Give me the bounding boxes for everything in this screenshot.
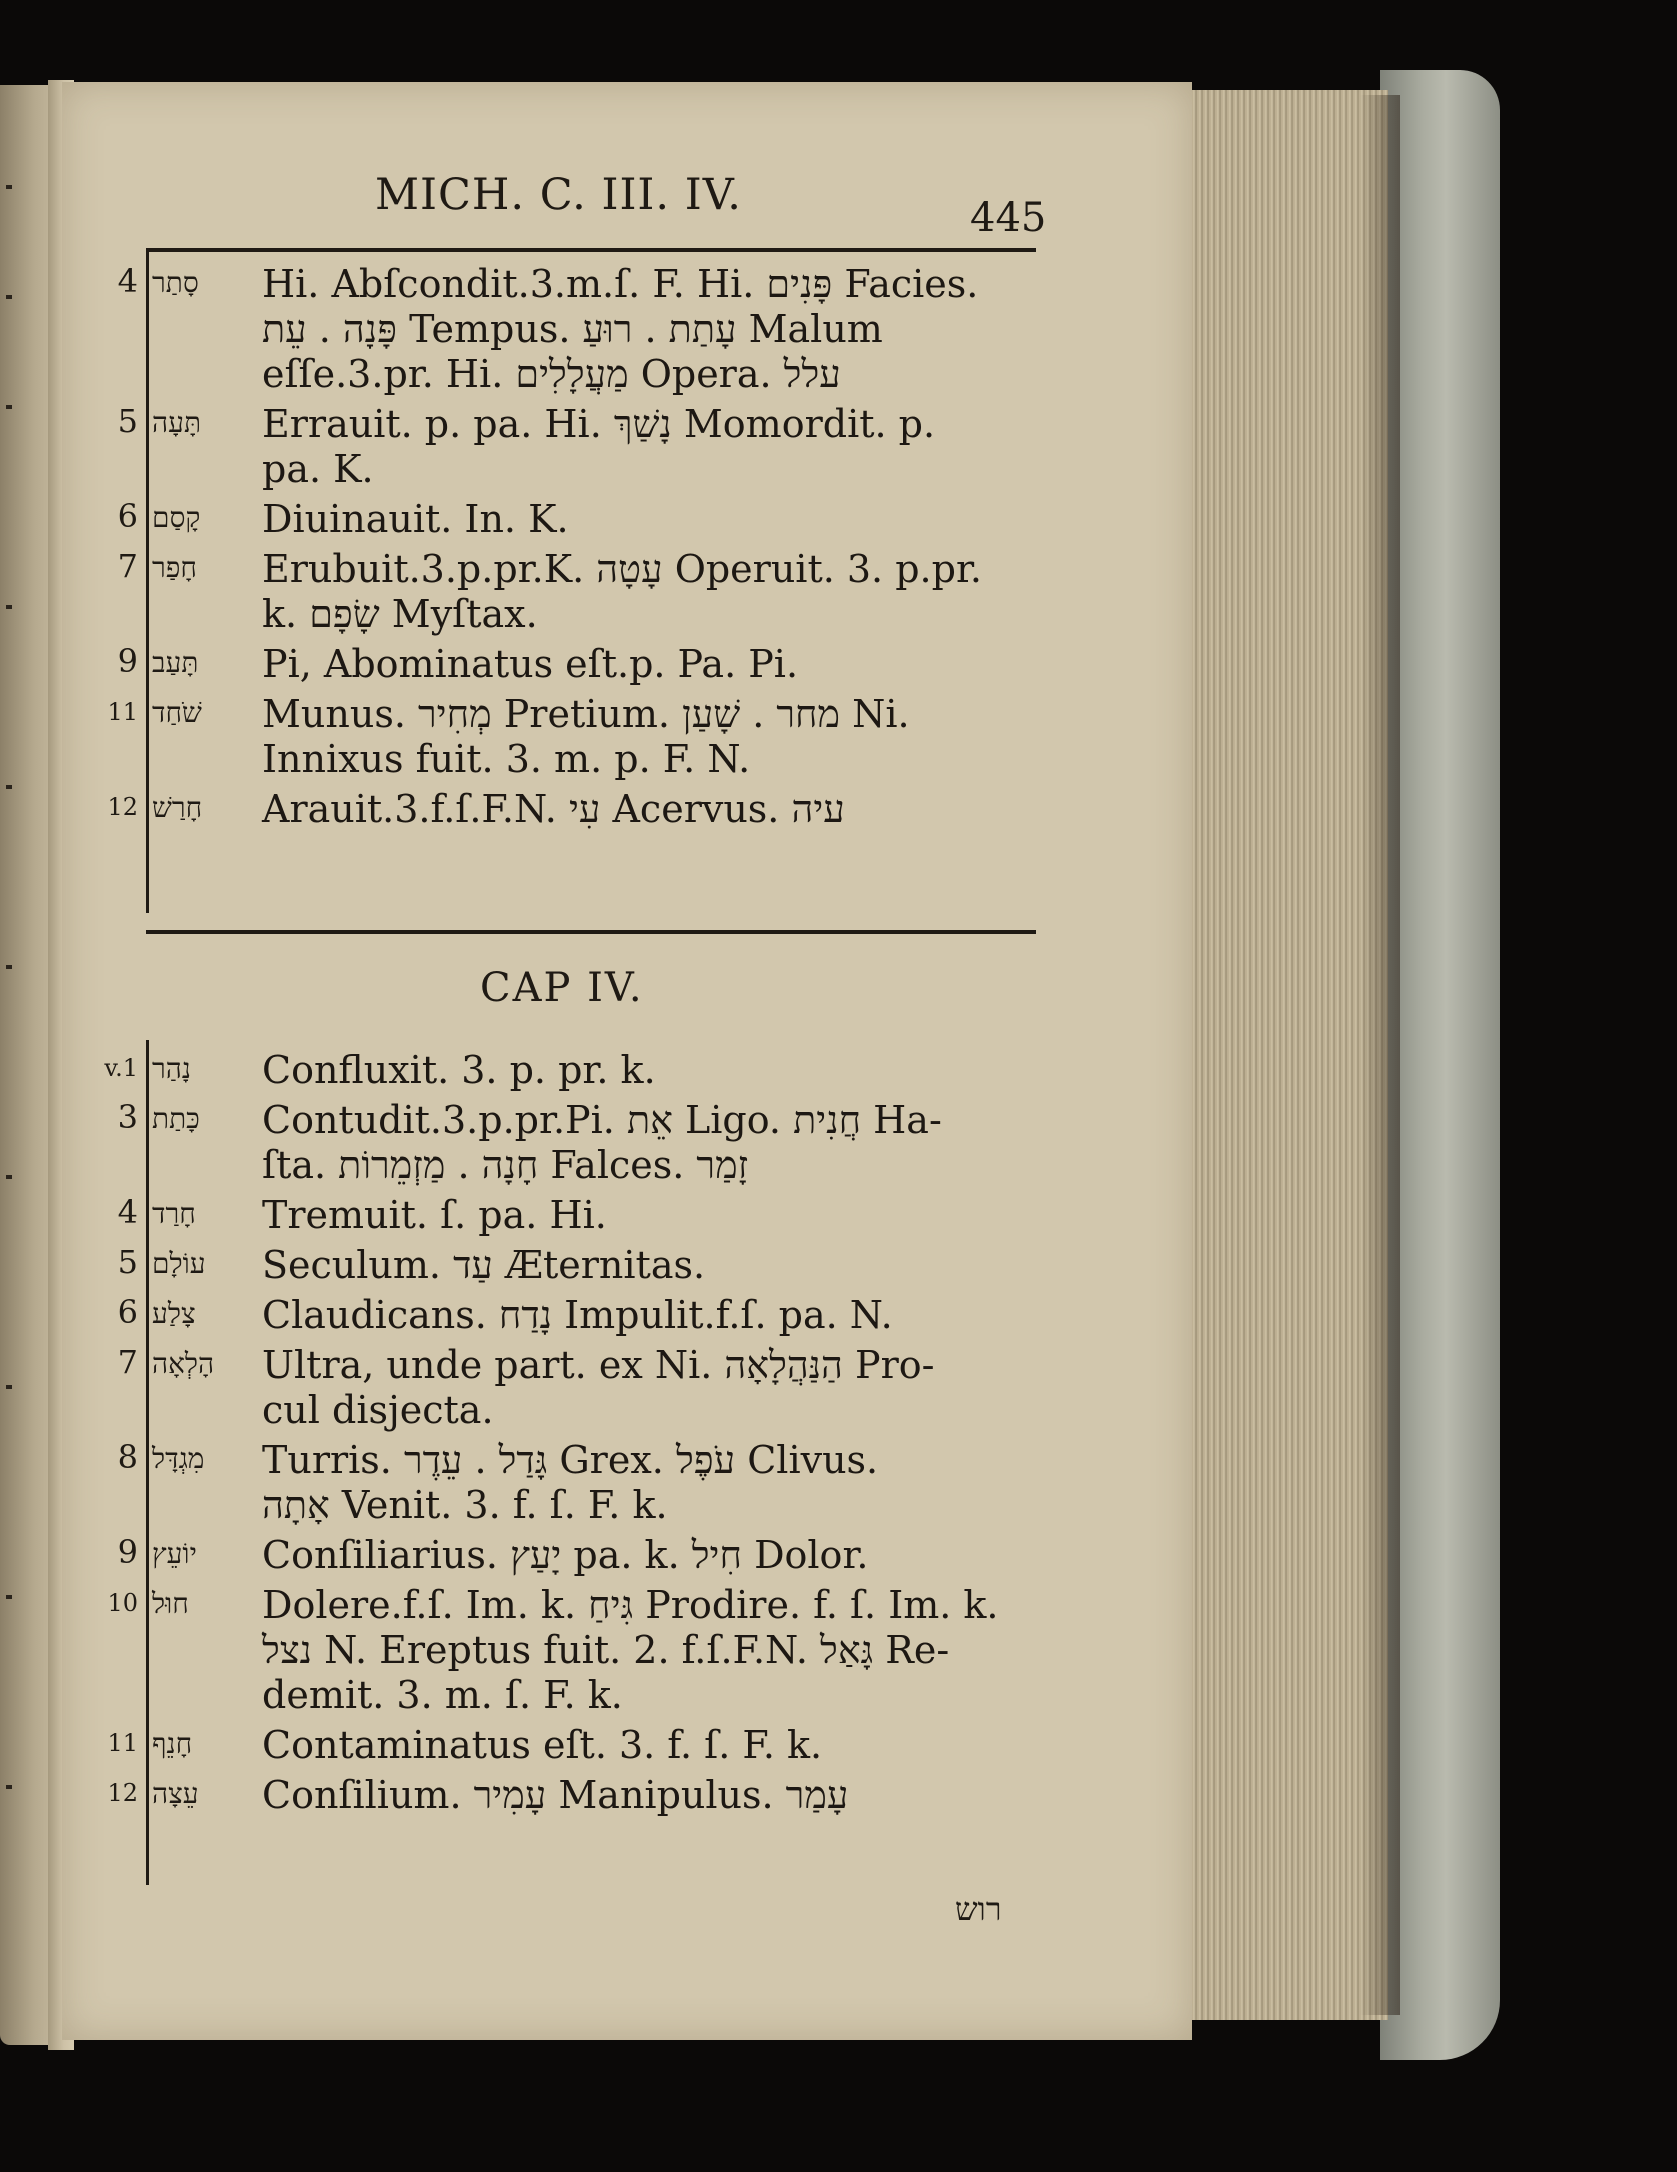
verse-number: 6 xyxy=(117,1293,138,1331)
hebrew-headword: עֵצָה xyxy=(152,1777,199,1810)
definition-line: eſſe.3.pr. Hi. מַעֲלָלִים Opera. עלל xyxy=(262,352,841,396)
verse-number: 7 xyxy=(117,547,138,585)
definition-line: אָתָה Venit. 3. f. ſ. F. k. xyxy=(262,1483,668,1527)
verse-number: 4 xyxy=(117,262,138,300)
hebrew-headword: הָלְאָה xyxy=(152,1347,215,1380)
header-rule xyxy=(146,248,1036,252)
verse-number: 12 xyxy=(107,793,138,821)
definition-line: pa. K. xyxy=(262,447,374,491)
definition-line: Seculum. עַד Æternitas. xyxy=(262,1243,706,1287)
hebrew-headword: סָתַר xyxy=(152,266,199,299)
verse-number: 3 xyxy=(117,1098,138,1136)
hebrew-headword: חָרַשׁ xyxy=(152,791,203,824)
hebrew-headword: חָנֵף xyxy=(152,1727,193,1760)
hebrew-headword: תָּעָה xyxy=(152,406,202,439)
definition-line: Claudicans. נָדַח Impulit.f.ſ. pa. N. xyxy=(262,1293,893,1337)
hebrew-headword: שֹׁחַד xyxy=(152,696,202,729)
verse-number: 4 xyxy=(117,1193,138,1231)
verse-number: 9 xyxy=(117,642,138,680)
verse-number: v.1 xyxy=(104,1054,138,1082)
verse-number: 5 xyxy=(117,1243,138,1281)
definition-line: Conſilium. עָמִיר Manipulus. עָמַר xyxy=(262,1773,849,1817)
definition-line: Errauit. p. pa. Hi. נָשַׁךְ Momordit. p. xyxy=(262,402,936,446)
definition-line: Confluxit. 3. p. pr. k. xyxy=(262,1048,656,1092)
definition-line: נצל N. Ereptus fuit. 2. f.ſ.F.N. גָּאַל Re- xyxy=(262,1628,950,1672)
hebrew-headword: תָּעַב xyxy=(152,646,199,679)
definition-line: Ultra, unde part. ex Ni. הַנַּהֲלָאָה Pro- xyxy=(262,1343,935,1387)
margin-mark xyxy=(6,405,12,409)
chapter-heading: CAP IV. xyxy=(480,965,644,1011)
definition-line: Innixus fuit. 3. m. p. F. N. xyxy=(262,737,751,781)
margin-mark xyxy=(6,295,12,299)
hebrew-headword: מִגְדָּל xyxy=(152,1442,205,1475)
margin-mark xyxy=(6,1385,12,1389)
hebrew-headword: צָלַע xyxy=(152,1297,196,1330)
definition-line: Hi. Abſcondit.3.m.ſ. F. Hi. פָּנִים Facies. xyxy=(262,262,979,306)
verse-number: 12 xyxy=(107,1779,138,1807)
verse-number: 11 xyxy=(107,1729,138,1757)
definition-line: ſta. חָנָה . מַזְמֵרוֹת Falces. זָמַר xyxy=(262,1143,749,1187)
verse-number: 9 xyxy=(117,1533,138,1571)
definition-line: demit. 3. m. ſ. F. k. xyxy=(262,1673,623,1717)
definition-line: Diuinauit. In. K. xyxy=(262,497,569,541)
verse-number: 7 xyxy=(117,1343,138,1381)
hebrew-headword: נָהַר xyxy=(152,1052,191,1085)
verse-number: 6 xyxy=(117,497,138,535)
chapter-divider-rule xyxy=(146,930,1036,934)
definition-line: Conſiliarius. יָעַץ pa. k. חִיל Dolor. xyxy=(262,1533,869,1577)
definition-line: Pi, Abominatus eſt.p. Pa. Pi. xyxy=(262,642,799,686)
definition-line: cul disjecta. xyxy=(262,1388,494,1432)
hebrew-headword: חָפַר xyxy=(152,551,197,584)
definition-line: Dolere.f.ſ. Im. k. גִּיחַ Prodire. f. ſ. Im. k. xyxy=(262,1583,999,1627)
margin-mark xyxy=(6,1175,12,1179)
margin-mark xyxy=(6,1595,12,1599)
margin-mark xyxy=(6,185,12,189)
definition-line: Munus. מְחִיר Pretium. מחר . שָׁעַן Ni. xyxy=(262,692,910,736)
page-edge-shadow xyxy=(1360,95,1400,2015)
catchword: רוש xyxy=(955,1890,1002,1928)
definition-line: Arauit.3.f.ſ.F.N. עִי Acervus. עיה xyxy=(262,787,845,831)
definition-line: k. שָׂפָם Myſtax. xyxy=(262,592,538,636)
definition-line: Contaminatus eſt. 3. f. ſ. F. k. xyxy=(262,1723,823,1767)
definition-line: פָּנָה . עֵת Tempus. עָתַת . רוּעַ Malum xyxy=(262,307,883,351)
hebrew-headword: חוּל xyxy=(152,1587,189,1620)
verse-number: 10 xyxy=(107,1589,138,1617)
definition-line: Contudit.3.p.pr.Pi. אֵת Ligo. חֲנִית Ha- xyxy=(262,1098,942,1142)
hebrew-headword: חָרַד xyxy=(152,1197,196,1230)
definition-line: Erubuit.3.p.pr.K. עָטָה Operuit. 3. p.pr. xyxy=(262,547,983,591)
hebrew-headword: כָּתַת xyxy=(152,1102,200,1135)
hebrew-headword: קָסַם xyxy=(152,501,201,534)
verse-number: 8 xyxy=(117,1438,138,1476)
hebrew-headword: עוֹלָם xyxy=(152,1247,206,1280)
column-rule-bottom xyxy=(146,1040,149,1885)
margin-mark xyxy=(6,605,12,609)
page-block-edges xyxy=(1192,90,1388,2020)
definition-line: Tremuit. ſ. pa. Hi. xyxy=(262,1193,607,1237)
verse-number: 5 xyxy=(117,402,138,440)
definition-line: Turris. גָּדַל . עֵדֶר Grex. עֹפֶל Clivus. xyxy=(262,1438,879,1482)
running-header: MICH. C. III. IV. xyxy=(375,170,742,220)
verse-number: 11 xyxy=(107,698,138,726)
margin-mark xyxy=(6,1785,12,1789)
margin-mark xyxy=(6,785,12,789)
page-number: 445 xyxy=(970,195,1047,241)
column-rule-top xyxy=(146,248,149,913)
hebrew-headword: יוֹעֵץ xyxy=(152,1537,197,1570)
margin-mark xyxy=(6,965,12,969)
